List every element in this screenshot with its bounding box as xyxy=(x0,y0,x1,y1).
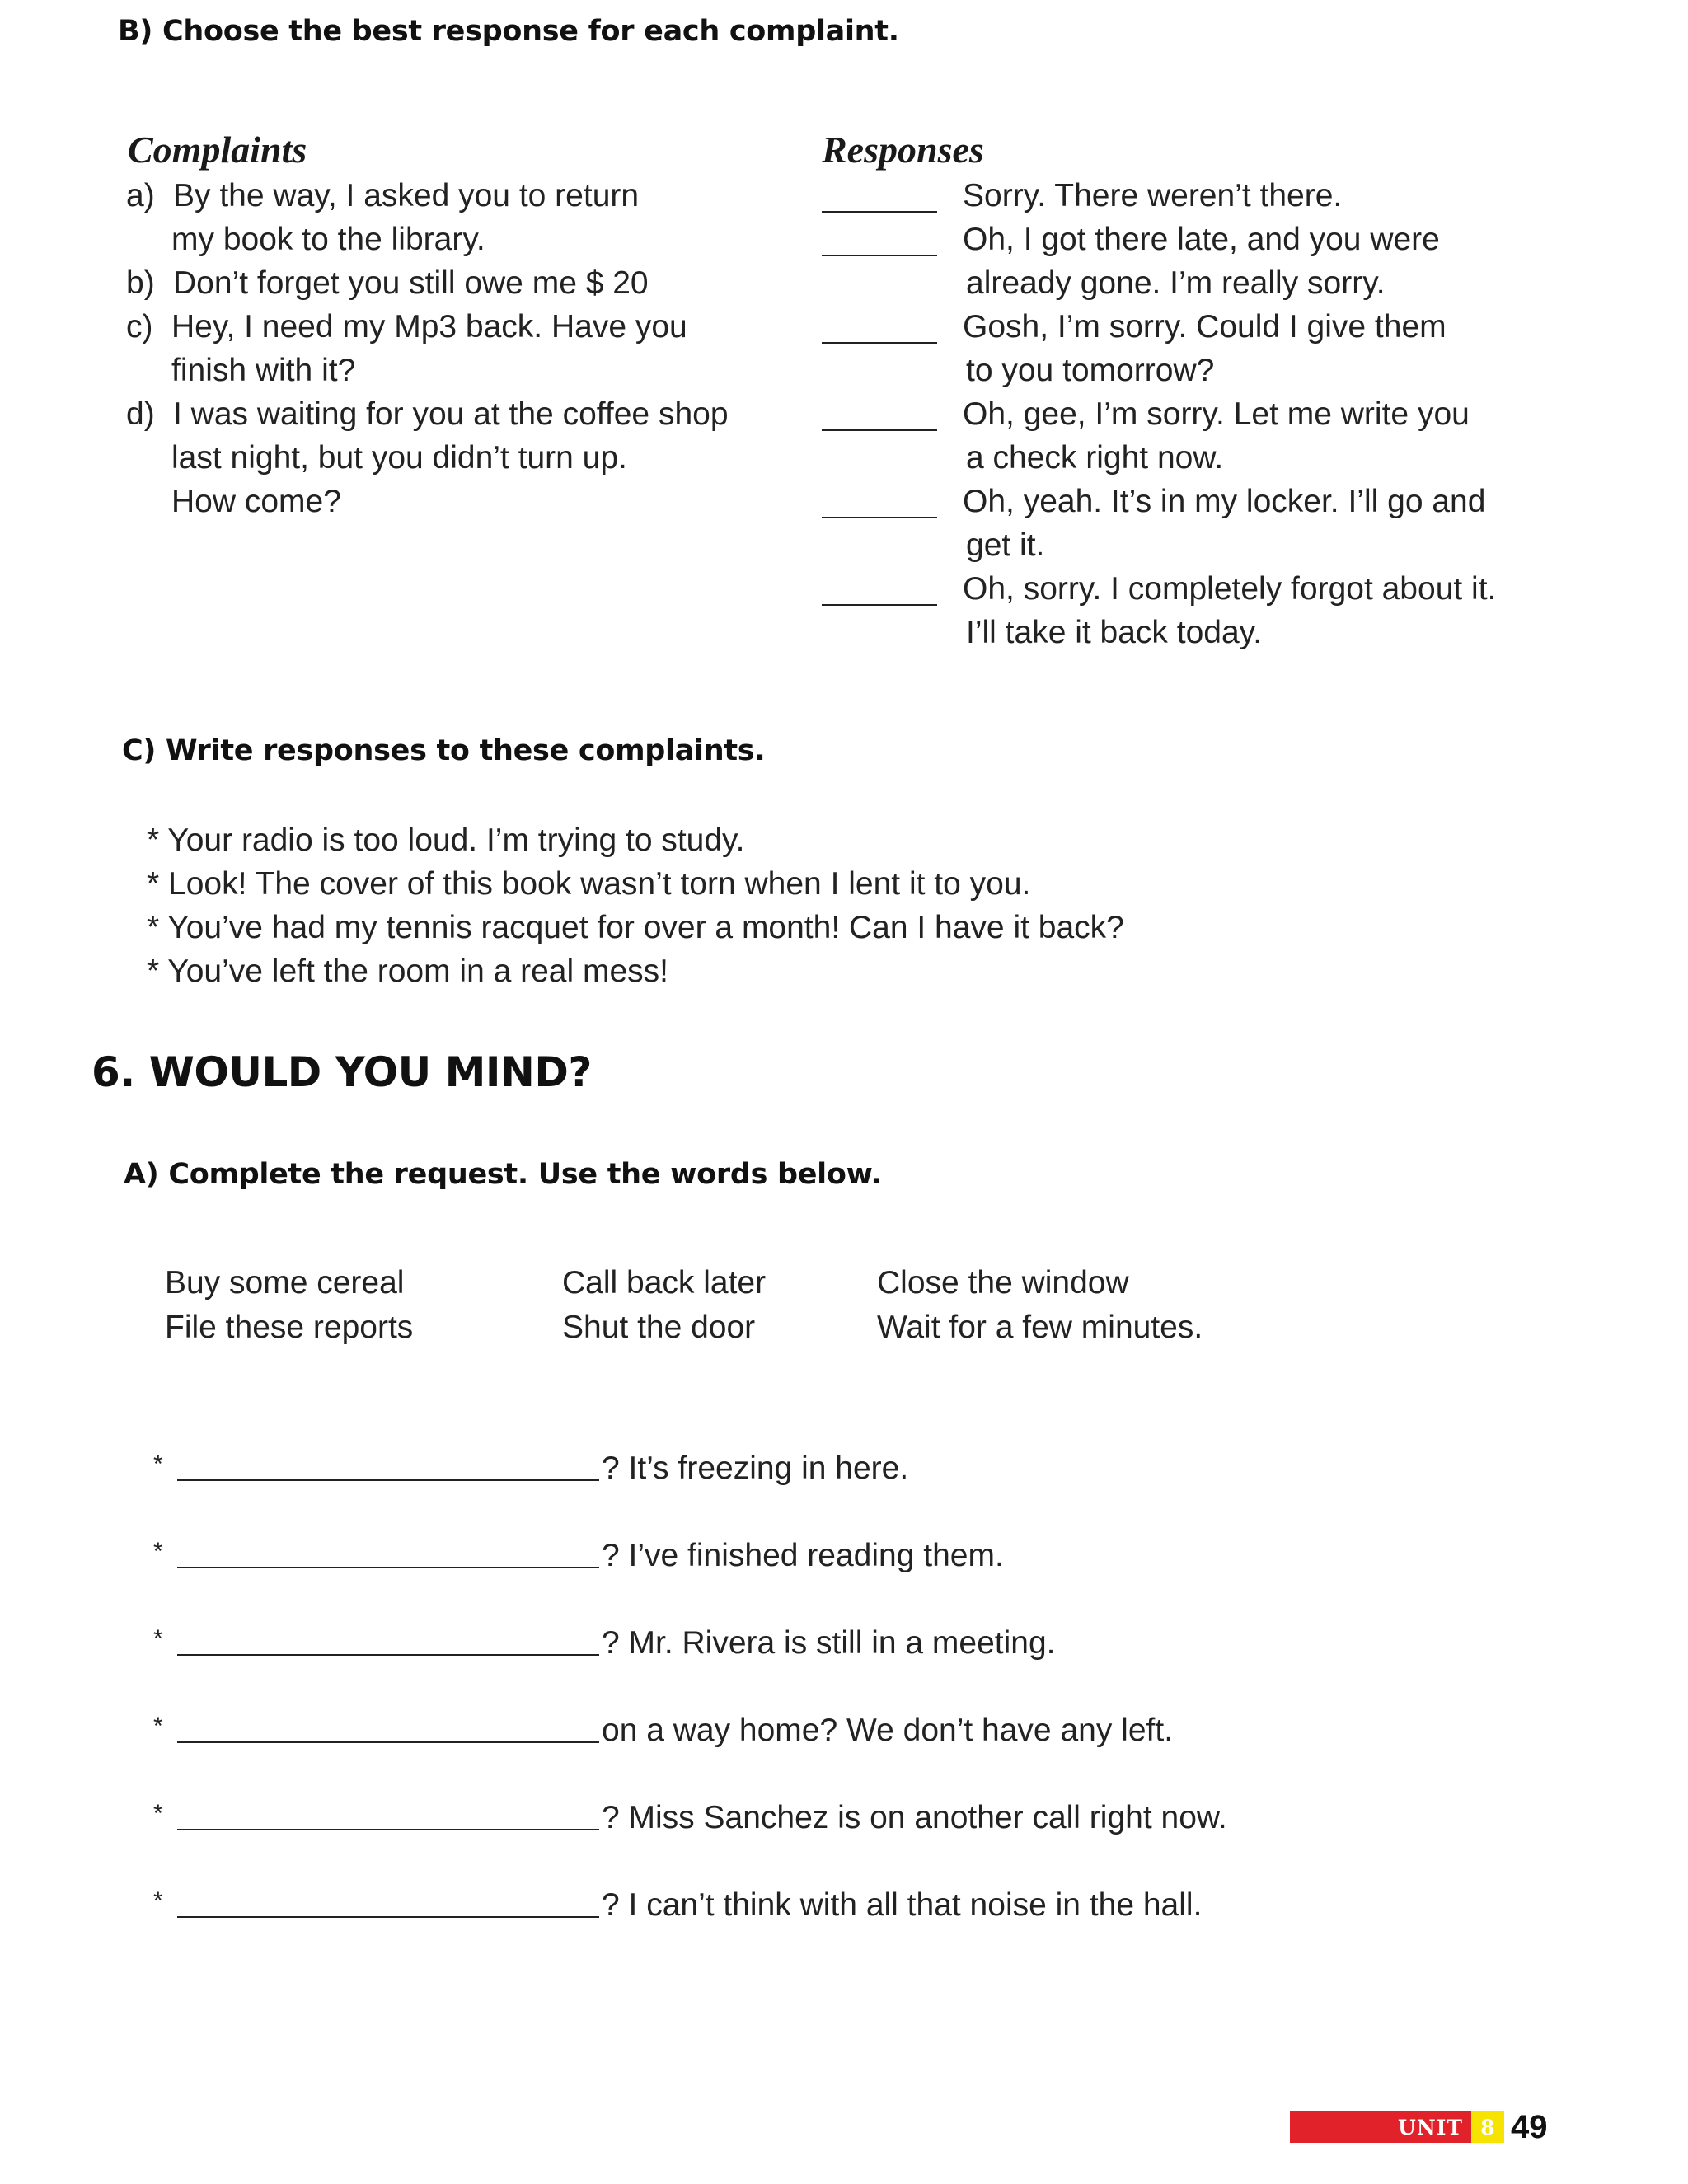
exercise-1-text: ? It’s freezing in here. xyxy=(602,1451,909,1486)
response-6-line-1: Oh, sorry. I completely forgot about it. xyxy=(963,571,1497,607)
exercise-bullet: * xyxy=(153,1713,163,1740)
complaint-c-line-2: finish with it? xyxy=(171,353,356,388)
response-2-line-2: already gone. I’m really sorry. xyxy=(966,265,1386,301)
word-bank-item: Buy some cereal xyxy=(165,1265,405,1301)
exercise-bullet: * xyxy=(153,1887,163,1915)
complaint-letter-b: b) xyxy=(126,265,155,301)
answer-blank-2[interactable] xyxy=(177,1567,599,1568)
response-blank-3[interactable] xyxy=(822,342,937,344)
section-c-item-3: * You’ve had my tennis racquet for over a month! Can I have it back? xyxy=(147,910,1124,945)
unit-label: UNIT xyxy=(1290,2111,1471,2143)
complaint-letter-a: a) xyxy=(126,178,155,213)
exercise-2-text: ? I’ve finished reading them. xyxy=(602,1538,1004,1573)
response-4-line-1: Oh, gee, I’m sorry. Let me write you xyxy=(963,396,1470,432)
response-5-line-1: Oh, yeah. It’s in my locker. I’ll go and xyxy=(963,484,1486,519)
page-footer xyxy=(1290,2111,1548,2143)
exercise-bullet: * xyxy=(153,1451,163,1478)
word-bank-item: File these reports xyxy=(165,1310,414,1345)
complaint-d-line-1: I was waiting for you at the coffee shop xyxy=(173,396,729,432)
exercise-bullet: * xyxy=(153,1625,163,1652)
response-blank-5[interactable] xyxy=(822,517,937,518)
complaint-b-line-1: Don’t forget you still owe me $ 20 xyxy=(173,265,649,301)
response-2-line-1: Oh, I got there late, and you were xyxy=(963,222,1440,257)
complaint-letter-d: d) xyxy=(126,396,155,432)
response-blank-1[interactable] xyxy=(822,211,937,213)
word-bank-item: Wait for a few minutes. xyxy=(877,1310,1203,1345)
complaints-title: Complaints xyxy=(128,129,307,171)
complaint-a-line-2: my book to the library. xyxy=(171,222,485,257)
exercise-5-text: ? Miss Sanchez is on another call right now. xyxy=(602,1800,1227,1835)
answer-blank-1[interactable] xyxy=(177,1479,599,1481)
complaint-c-line-1: Hey, I need my Mp3 back. Have you xyxy=(171,309,687,344)
response-blank-6[interactable] xyxy=(822,604,937,606)
response-4-line-2: a check right now. xyxy=(966,440,1224,476)
unit-number: 8 xyxy=(1471,2111,1504,2143)
complaint-letter-c: c) xyxy=(126,309,153,344)
exercise-4-text: on a way home? We don’t have any left. xyxy=(602,1713,1174,1748)
exercise-bullet: * xyxy=(153,1800,163,1827)
complaint-d-line-2: last night, but you didn’t turn up. xyxy=(171,440,627,476)
exercise-bullet: * xyxy=(153,1538,163,1565)
section-6-heading: 6. WOULD YOU MIND? xyxy=(91,1048,592,1096)
answer-blank-4[interactable] xyxy=(177,1741,599,1743)
answer-blank-3[interactable] xyxy=(177,1654,599,1656)
page-number: 49 xyxy=(1511,2109,1548,2145)
response-5-line-2: get it. xyxy=(966,527,1045,563)
response-3-line-1: Gosh, I’m sorry. Could I give them xyxy=(963,309,1447,344)
section-c-item-2: * Look! The cover of this book wasn’t torn when I lent it to you. xyxy=(147,866,1031,902)
answer-blank-6[interactable] xyxy=(177,1916,599,1918)
response-6-line-2: I’ll take it back today. xyxy=(966,615,1263,650)
answer-blank-5[interactable] xyxy=(177,1829,599,1830)
complaint-d-line-3: How come? xyxy=(171,484,341,519)
response-1-line-1: Sorry. There weren’t there. xyxy=(963,178,1343,213)
exercise-6-text: ? I can’t think with all that noise in the hall. xyxy=(602,1887,1203,1923)
section-c-heading: C) Write responses to these complaints. xyxy=(122,734,766,767)
word-bank-item: Call back later xyxy=(562,1265,767,1301)
exercise-3-text: ? Mr. Rivera is still in a meeting. xyxy=(602,1625,1056,1661)
section-b-heading: B) Choose the best response for each complaint. xyxy=(118,15,899,48)
section-c-item-4: * You’ve left the room in a real mess! xyxy=(147,954,669,989)
section-6-subheading: A) Complete the request. Use the words below. xyxy=(124,1158,882,1191)
responses-title: Responses xyxy=(822,129,984,171)
response-blank-2[interactable] xyxy=(822,255,937,256)
response-3-line-2: to you tomorrow? xyxy=(966,353,1215,388)
section-c-item-1: * Your radio is too loud. I’m trying to study. xyxy=(147,823,745,858)
word-bank-item: Shut the door xyxy=(562,1310,756,1345)
word-bank-item: Close the window xyxy=(877,1265,1129,1301)
complaint-a-line-1: By the way, I asked you to return xyxy=(173,178,640,213)
response-blank-4[interactable] xyxy=(822,429,937,431)
